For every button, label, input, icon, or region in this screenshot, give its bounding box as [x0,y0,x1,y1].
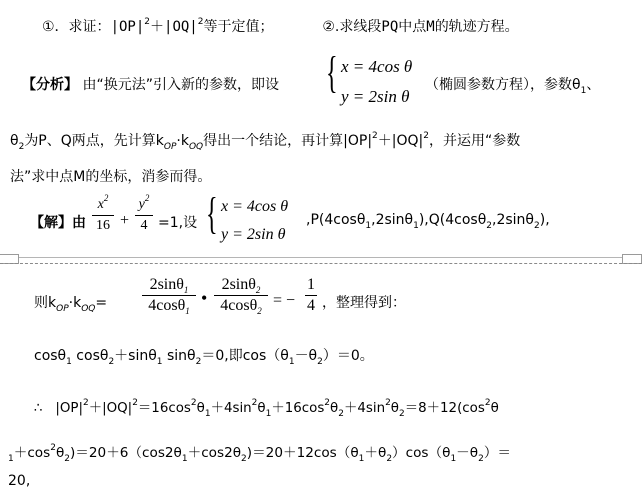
final-value: 20, [8,473,31,489]
fraction-slope-1: 2sinθ$_1$ 4cosθ$_1$ [142,276,196,315]
question-2-label: ②.求线段 [322,19,382,35]
condition-equation: cosθ$_1$ cosθ$_2$＋sinθ$_1$ sinθ$_2$＝0,即$\cos(\theta_1-\theta_2)=0$。 [34,348,374,367]
analysis-line-3: 法”求中点M的坐标，消参而得。 [10,169,212,185]
left-brace: { [206,189,218,238]
analysis-paragraph: 【分析】 由“换元法”引入新的参数，即设 [22,77,279,93]
analysis-label: 【分析】 [22,77,78,93]
fraction-x2-16: $x^2$ 16 [92,196,114,235]
page-break-top [0,257,642,258]
fraction-slope-2: 2sinθ$_2$ 4cosθ$_2$ [214,276,268,315]
question-line: ①．求证：$|OP|^2+|OQ|^2$等于定值； ②.求线段PQ中点M的轨迹方程。 [42,17,519,35]
left-brace: { [326,48,338,97]
analysis-line-2: $\theta_2$为P、Q两点，先计算$k_{OP}\cdot k_{OQ}$得出一个结论，再计算$|OP|^2+|OQ|^2$，并运用“参数 [10,131,521,152]
question-1-label: ①．求证： [42,19,111,35]
sum-simplified: $_1+\cos^2\theta_2)=20+6(\cos 2\theta_1+\cos 2\theta_2)=20+12\cos(\theta_1+\theta_2)\cos(\theta_1-\theta_2)=$ [8,443,512,464]
points-pq: ,P(4cosθ$_1$,2sinθ$_1$),Q(4cosθ$_2$,2sinθ$_2$), [306,212,550,231]
y-param-eq: y = 2sin θ [341,87,410,106]
solution-label: 【解】由 [30,215,86,231]
page-break-bottom [0,263,642,264]
x-param-eq: x = 4cos θ [341,57,413,76]
fraction-y2-4: $y^2$ 4 [135,196,153,235]
multiply-dot: • [201,288,208,308]
sum-of-squares: ∴ $|OP|^2+|OQ|^2=16\cos^2\theta_1+4\sin^2\theta_1+16\cos^2\theta_2+4\sin^2\theta_2=8+12(\cos^2\theta$ [34,398,499,419]
fraction-minus-quarter: 1 4 [307,276,315,314]
slope-product: 则$k_{OP}\cdot k_{OQ}=$ [34,295,108,314]
